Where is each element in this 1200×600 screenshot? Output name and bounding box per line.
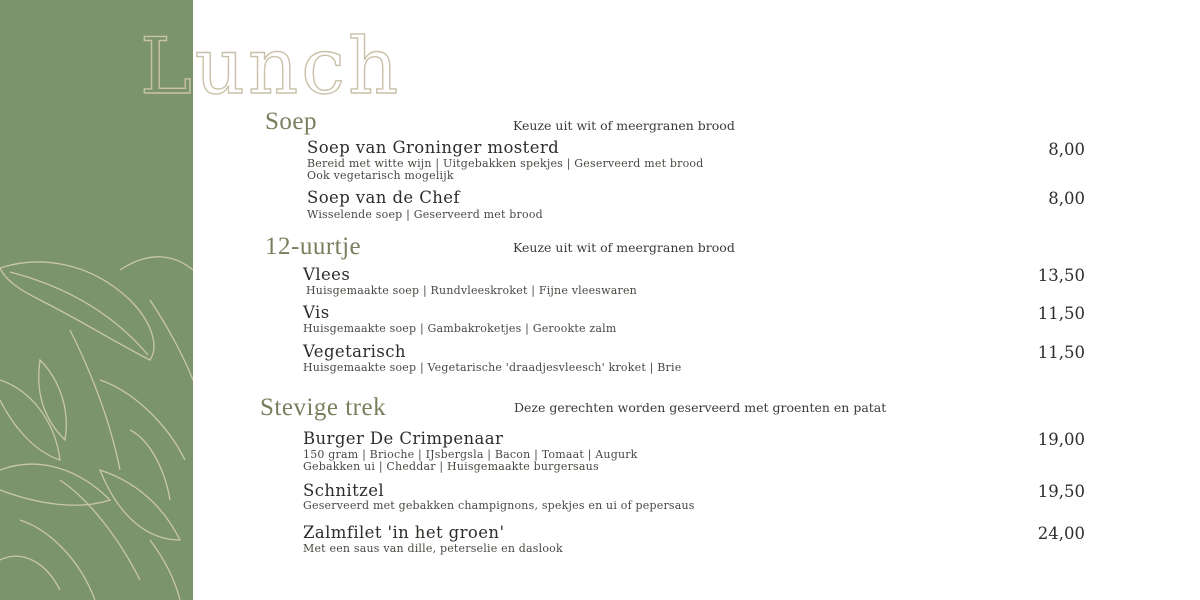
item-desc: Ook vegetarisch mogelijk xyxy=(307,169,454,182)
item-desc: Met een saus van dille, peterselie en daslook xyxy=(303,542,563,555)
item-name: Schnitzel xyxy=(303,481,385,500)
item-price: 24,00 xyxy=(1037,524,1085,543)
item-desc: Gebakken ui | Cheddar | Huisgemaakte burgersaus xyxy=(303,460,599,473)
section-title-stevige-trek: Stevige trek xyxy=(260,394,387,421)
item-desc: Huisgemaakte soep | Gambakroketjes | Gerookte zalm xyxy=(303,322,617,335)
item-name: Soep van Groninger mosterd xyxy=(307,138,560,157)
item-name: Burger De Crimpenaar xyxy=(303,429,504,448)
section-note-soep: Keuze uit wit of meergranen brood xyxy=(513,118,735,133)
item-desc: Bereid met witte wijn | Uitgebakken spekjes | Geserveerd met brood xyxy=(307,157,704,170)
item-desc: Huisgemaakte soep | Rundvleeskroket | Fijne vleeswaren xyxy=(306,284,637,297)
section-title-12-uurtje: 12-uurtje xyxy=(265,233,362,260)
item-price: 8,00 xyxy=(1048,140,1085,159)
item-name: Zalmfilet 'in het groen' xyxy=(303,523,505,542)
item-desc: Geserveerd met gebakken champignons, spekjes en ui of pepersaus xyxy=(303,499,695,512)
item-name: Soep van de Chef xyxy=(307,188,460,207)
item-price: 11,50 xyxy=(1037,304,1085,323)
section-note-stevige-trek: Deze gerechten worden geserveerd met groenten en patat xyxy=(514,400,887,415)
item-price: 13,50 xyxy=(1037,266,1085,285)
item-desc: Wisselende soep | Geserveerd met brood xyxy=(307,208,543,221)
item-name: Vlees xyxy=(303,265,351,284)
item-name: Vis xyxy=(303,303,330,322)
item-desc: Huisgemaakte soep | Vegetarische 'draadjesvleesch' kroket | Brie xyxy=(303,361,682,374)
section-note-12-uurtje: Keuze uit wit of meergranen brood xyxy=(513,240,735,255)
item-price: 19,00 xyxy=(1037,430,1085,449)
section-title-soep: Soep xyxy=(265,108,317,135)
page-title: Lunch xyxy=(140,22,402,112)
item-name: Vegetarisch xyxy=(303,342,406,361)
item-price: 11,50 xyxy=(1037,343,1085,362)
item-desc: 150 gram | Brioche | IJsbergsla | Bacon | Tomaat | Augurk xyxy=(303,448,638,461)
item-price: 8,00 xyxy=(1048,189,1085,208)
item-price: 19,50 xyxy=(1037,482,1085,501)
